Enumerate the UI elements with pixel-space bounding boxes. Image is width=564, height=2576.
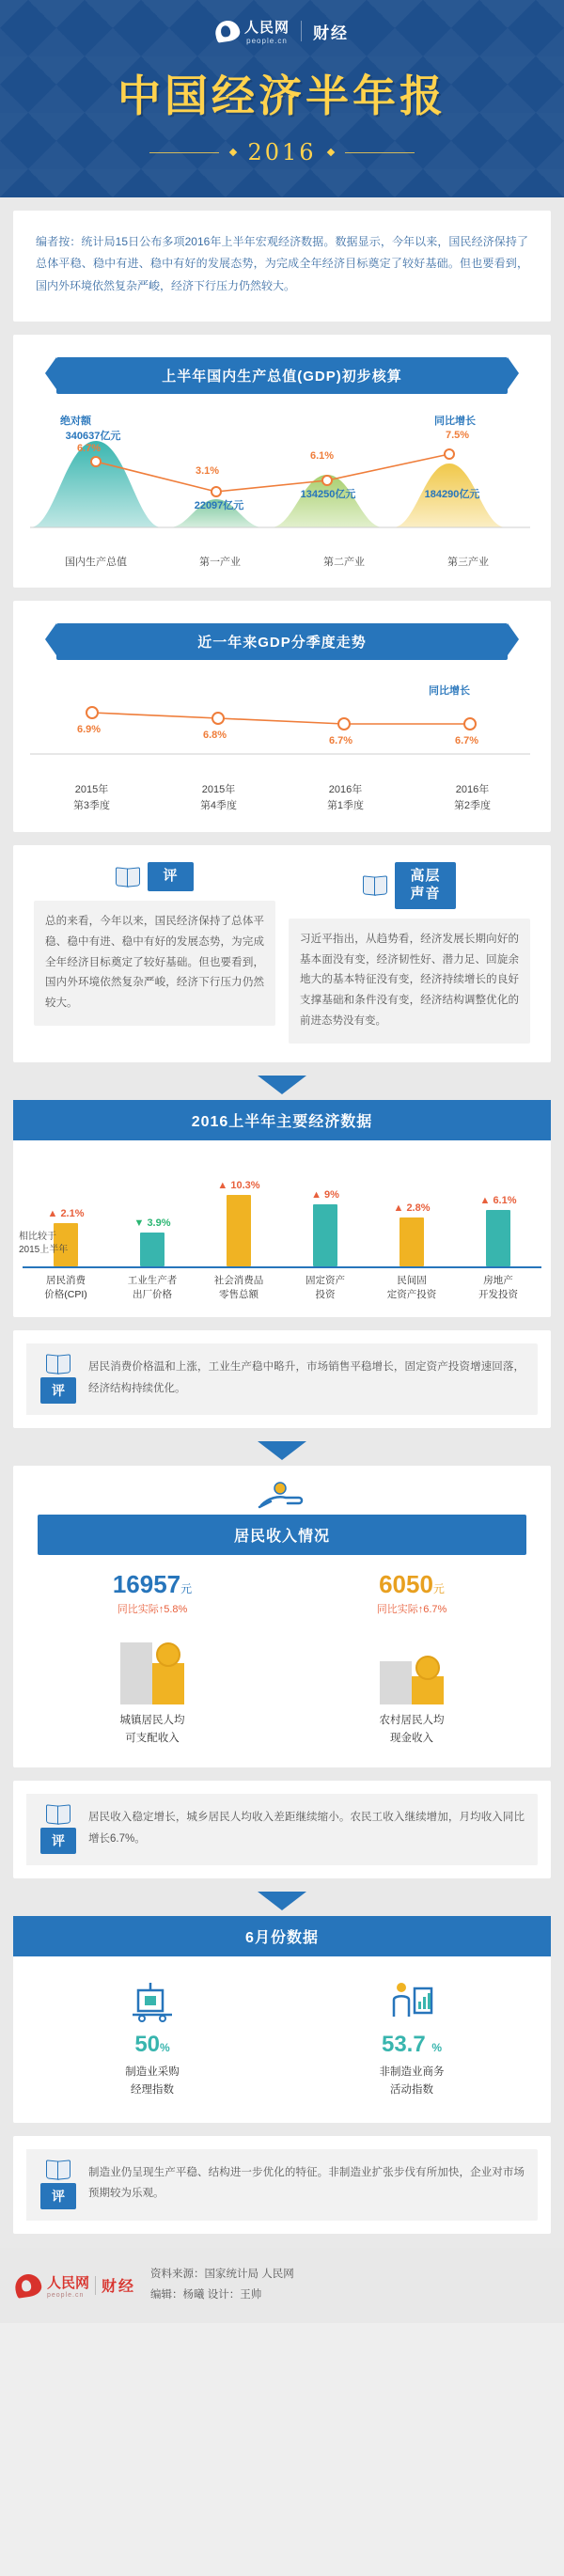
bar-label-0-line1: 居民消费 bbox=[46, 1274, 86, 1286]
intro-text: 编者按：统计局15日公布多项2016年上半年宏观经济数据。数据显示，今年以来，国民经济保持了总体平稳、稳中有进、稳中有好的发展态势，为完成全年经济目标奠定了较好基础。但也要看到，国内外环境依然复杂严峻，经济下行压力仍然较大。 bbox=[36, 235, 528, 292]
bar-label-3-line1: 固定资产 bbox=[306, 1274, 345, 1286]
main-data-card bbox=[13, 1100, 551, 1317]
bar-label-0 bbox=[23, 1268, 109, 1302]
comments-card bbox=[13, 845, 551, 1062]
gdp-pct-total: 6.7% bbox=[77, 443, 102, 455]
main-data-comment-left bbox=[26, 1343, 85, 1415]
gdp-banner: 上半年国内生产总值(GDP)初步核算 bbox=[56, 357, 508, 394]
bar-label-2 bbox=[196, 1268, 282, 1302]
main-data-title: 2016上半年主要经济数据 bbox=[13, 1100, 551, 1140]
person-chart-icon bbox=[282, 1973, 541, 2022]
june-comment-pill: 评 bbox=[40, 2183, 76, 2209]
coin-icon-rural bbox=[415, 1656, 440, 1680]
income-urban-number: 16957 bbox=[112, 1570, 181, 1599]
june-number-0: 50 bbox=[134, 2032, 161, 2058]
people-cn-mark-icon-footer bbox=[13, 2272, 42, 2299]
income-urban-sub: 同比实际↑5.8% bbox=[117, 1604, 188, 1616]
comment-pill-right-line2: 声音 bbox=[410, 885, 441, 902]
diamond-icon-right bbox=[326, 149, 334, 156]
book-icon-right bbox=[363, 876, 387, 895]
bar-col-4 bbox=[368, 1154, 455, 1266]
june-item-0 bbox=[23, 1973, 282, 2098]
quarter-pct-0: 6.9% bbox=[77, 724, 102, 736]
bar-label-4-line1: 民间固 bbox=[397, 1274, 427, 1286]
year-label: 2016 bbox=[247, 139, 317, 165]
comment-text-right: 习近平指出，从趋势看，经济发展长期向好的基本面没有变，经济韧性好、潜力足、回旋余地大的基本特征没有变，经济持续增长的良好支撑基础和条件没有变，经济结构调整优化的前进态势没有变。 bbox=[289, 919, 530, 1044]
quarter-pct-2: 6.7% bbox=[329, 735, 353, 747]
income-urban-bar-gray bbox=[120, 1642, 152, 1704]
main-data-comment-text: 居民消费价格温和上涨，工业生产稳中略升，市场销售平稳增长，固定资产投资增速回落，经济结构持续优化。 bbox=[88, 1361, 525, 1394]
income-rural-bar-yellow bbox=[412, 1676, 444, 1704]
gdp-value-tertiary: 184290亿元 bbox=[424, 489, 480, 501]
book-icon-left bbox=[116, 868, 140, 887]
income-rural bbox=[282, 1570, 541, 1747]
brand-name-en: people.cn bbox=[246, 37, 288, 45]
june-card bbox=[13, 1916, 551, 2123]
bar-pct-value-3: 9% bbox=[324, 1188, 339, 1201]
quarter-axis-label-1-line2: 第4季度 bbox=[199, 799, 238, 811]
quarter-chart bbox=[28, 675, 536, 778]
june-unit-1: % bbox=[431, 2041, 443, 2055]
quarter-axis-label-0-line2: 第3季度 bbox=[72, 799, 111, 811]
hand-money-svg bbox=[258, 1481, 306, 1513]
book-icon-main-data bbox=[46, 1355, 70, 1374]
hand-money-icon bbox=[258, 1481, 306, 1513]
diamond-icon-left bbox=[229, 149, 237, 156]
quarter-axis-label-3-line1: 2016年 bbox=[455, 784, 490, 796]
main-data-comment bbox=[26, 1343, 538, 1415]
comment-pill-left: 评 bbox=[148, 862, 193, 891]
brand-divider bbox=[301, 21, 302, 41]
bar-label-2-line2: 零售总额 bbox=[219, 1289, 258, 1301]
income-rural-bar-gray bbox=[380, 1661, 412, 1704]
income-urban-caption-line1: 城镇居民人均 bbox=[119, 1715, 185, 1727]
page-title: 中国经济半年报 bbox=[118, 71, 446, 121]
comment-pill-right-line1: 高层 bbox=[410, 868, 441, 885]
page-header bbox=[0, 0, 564, 197]
gdp-axis-label-1: 第一产业 bbox=[199, 557, 241, 569]
quarter-pct-1: 6.8% bbox=[203, 730, 227, 742]
bar-pct-4: ▲ 2.8% bbox=[393, 1202, 431, 1214]
section-band-top bbox=[0, 197, 564, 2248]
income-card bbox=[13, 1466, 551, 1767]
main-data-bars bbox=[17, 1154, 547, 1266]
bar-pct-5: ▲ 6.1% bbox=[479, 1194, 517, 1206]
june-number-1: 53.7 bbox=[381, 2032, 426, 2058]
bar-pct-value-5: 6.1% bbox=[493, 1194, 517, 1206]
footer-brand-cn: 人民网 bbox=[47, 2274, 90, 2291]
bar-pct-value-4: 2.8% bbox=[406, 1202, 431, 1214]
page-footer bbox=[0, 2248, 564, 2323]
income-urban-caption-line2: 可支配收入 bbox=[125, 1732, 180, 1744]
june-caption-0-line1: 制造业采购 bbox=[125, 2066, 180, 2079]
june-value-0 bbox=[23, 2032, 282, 2058]
comment-pill-right bbox=[395, 862, 455, 909]
income-title: 居民收入情况 bbox=[38, 1515, 526, 1555]
quarter-axis-label-2-line2: 第1季度 bbox=[326, 799, 365, 811]
footer-brand-en: people.cn bbox=[47, 2291, 85, 2299]
income-urban bbox=[23, 1570, 282, 1747]
june-comment bbox=[26, 2149, 538, 2221]
income-urban-bar-yellow bbox=[152, 1663, 184, 1704]
income-urban-caption bbox=[23, 1712, 282, 1747]
footer-divider bbox=[95, 2276, 96, 2295]
comment-col-left bbox=[34, 862, 275, 1044]
header-brand bbox=[0, 17, 564, 45]
baseline-note bbox=[19, 1231, 70, 1257]
footer-logo bbox=[15, 2272, 135, 2299]
bar-label-5-line2: 开发投资 bbox=[478, 1289, 518, 1301]
bar-label-3 bbox=[282, 1268, 368, 1302]
bar-4 bbox=[400, 1217, 424, 1266]
coin-icon-urban bbox=[156, 1642, 180, 1667]
gdp-value-secondary: 134250亿元 bbox=[300, 489, 356, 501]
comment-text-left: 总的来看，今年以来，国民经济保持了总体平稳、稳中有进、稳中有好的发展态势，为完成全年经济目标奠定了较好基础。但也要看到，国内外环境依然复杂严峻，经济下行压力仍然较大。 bbox=[34, 901, 275, 1026]
gdp-axis-label-2: 第二产业 bbox=[323, 557, 365, 569]
bar-pct-0: ▲ 2.1% bbox=[47, 1207, 85, 1219]
june-caption-1-line1: 非制造业商务 bbox=[379, 2066, 445, 2079]
gdp-pct-tertiary: 7.5% bbox=[446, 430, 470, 442]
income-urban-unit: 元 bbox=[180, 1582, 193, 1596]
june-item-1 bbox=[282, 1973, 541, 2098]
income-comment-text: 居民收入稳定增长，城乡居民人均收入差距继续缩小。农民工收入继续增加，月均收入同比增长6.7%。 bbox=[88, 1812, 525, 1845]
gdp-axis-label-0: 国内生产总值 bbox=[65, 557, 127, 569]
income-comment-pill: 评 bbox=[40, 1828, 76, 1854]
income-urban-value bbox=[23, 1570, 282, 1599]
person-chart-svg bbox=[388, 1979, 435, 2022]
income-rural-value bbox=[282, 1570, 541, 1599]
chevron-divider-3 bbox=[0, 1892, 564, 1916]
bar-label-1 bbox=[109, 1268, 196, 1302]
bar-label-1-line1: 工业生产者 bbox=[127, 1274, 178, 1286]
quarter-card bbox=[13, 601, 551, 832]
june-unit-0: % bbox=[160, 2041, 170, 2055]
bar-1 bbox=[140, 1233, 164, 1266]
bar-5 bbox=[486, 1210, 510, 1266]
year-row bbox=[0, 139, 564, 165]
quarter-banner: 近一年来GDP分季度走势 bbox=[56, 623, 508, 660]
quarter-axis-label-3-line2: 第2季度 bbox=[453, 799, 492, 811]
bar-col-5 bbox=[455, 1154, 541, 1266]
bar-col-3 bbox=[282, 1154, 368, 1266]
quarter-axis-label-2 bbox=[282, 782, 409, 813]
gdp-axis-label-3: 第三产业 bbox=[447, 557, 489, 569]
bar-label-0-line2: 价格(CPI) bbox=[44, 1289, 87, 1301]
june-comment-text: 制造业仍呈现生产平稳、结构进一步优化的特征。非制造业扩张步伐有所加快，企业对市场预期较为乐观。 bbox=[88, 2166, 525, 2200]
bar-pct-value-1: 3.9% bbox=[147, 1217, 171, 1229]
income-rural-sub: 同比实际↑6.7% bbox=[376, 1604, 447, 1616]
gdp-pct-primary: 3.1% bbox=[196, 465, 220, 478]
bar-label-5 bbox=[455, 1268, 541, 1302]
quarter-axis-label-1-line1: 2015年 bbox=[201, 784, 236, 796]
income-rural-number: 6050 bbox=[379, 1570, 433, 1599]
book-icon-june bbox=[46, 2160, 70, 2179]
book-icon-income bbox=[46, 1805, 70, 1824]
income-rural-graphic bbox=[282, 1624, 541, 1704]
factory-icon bbox=[23, 1973, 282, 2022]
comment-head-right bbox=[289, 862, 530, 909]
gdp-pct-secondary: 6.1% bbox=[310, 450, 335, 463]
comment-head-left bbox=[34, 862, 275, 891]
quarter-legend-yoy: 同比增长 bbox=[429, 685, 470, 698]
people-cn-logo bbox=[215, 17, 290, 45]
income-rural-unit: 元 bbox=[432, 1582, 445, 1596]
bar-3 bbox=[313, 1204, 337, 1266]
gdp-legend-yoy: 同比增长 bbox=[434, 416, 476, 428]
bar-pct-value-0: 2.1% bbox=[60, 1207, 85, 1219]
income-comment-left bbox=[26, 1794, 85, 1865]
quarter-axis-label-2-line1: 2016年 bbox=[328, 784, 363, 796]
footer-channel: 财经 bbox=[102, 2279, 136, 2296]
year-line-right bbox=[345, 152, 415, 153]
june-body bbox=[13, 1956, 551, 2108]
income-rural-caption bbox=[282, 1712, 541, 1747]
comment-col-right bbox=[289, 862, 530, 1044]
income-body bbox=[13, 1555, 551, 1754]
june-caption-1 bbox=[282, 2064, 541, 2098]
quarter-axis-label-0 bbox=[28, 782, 155, 813]
june-caption-0 bbox=[23, 2064, 282, 2098]
chevron-divider-2 bbox=[0, 1441, 564, 1466]
june-comment-card bbox=[13, 2136, 551, 2234]
year-line-left bbox=[149, 152, 219, 153]
baseline-note-line2: 2015上半年 bbox=[19, 1244, 69, 1255]
june-caption-0-line2: 经理指数 bbox=[131, 2083, 174, 2096]
bar-pct-value-2: 10.3% bbox=[230, 1179, 260, 1191]
gdp-legend-absolute: 绝对额 bbox=[60, 416, 91, 428]
factory-svg bbox=[129, 1979, 176, 2022]
quarter-axis-labels bbox=[28, 782, 536, 813]
bar-label-4 bbox=[368, 1268, 455, 1302]
gdp-card bbox=[13, 335, 551, 588]
people-cn-mark-icon bbox=[214, 19, 242, 42]
june-title: 6月份数据 bbox=[13, 1916, 551, 1956]
income-urban-graphic bbox=[23, 1624, 282, 1704]
income-comment-card bbox=[13, 1781, 551, 1878]
bar-label-4-line2: 定资产投资 bbox=[386, 1289, 437, 1301]
bar-pct-3: ▲ 9% bbox=[311, 1188, 339, 1201]
bar-label-5-line1: 房地产 bbox=[483, 1274, 513, 1286]
brand-name-cn: 人民网 bbox=[243, 20, 290, 36]
bar-label-3-line2: 投资 bbox=[315, 1289, 336, 1301]
quarter-axis-label-3 bbox=[409, 782, 536, 813]
intro-card bbox=[13, 211, 551, 322]
main-data-chart bbox=[13, 1140, 551, 1302]
income-rural-caption-line1: 农村居民人均 bbox=[379, 1715, 445, 1727]
gdp-chart bbox=[28, 409, 536, 550]
gdp-value-total: 340637亿元 bbox=[65, 431, 121, 443]
quarter-pct-3: 6.7% bbox=[455, 735, 479, 747]
bar-pct-1: ▼ 3.9% bbox=[133, 1217, 171, 1229]
baseline-note-line1: 相比较于 bbox=[19, 1231, 56, 1242]
bar-col-1 bbox=[109, 1154, 196, 1266]
income-rural-caption-line2: 现金收入 bbox=[390, 1732, 433, 1744]
main-data-labels bbox=[17, 1268, 547, 1302]
quarter-axis-label-0-line1: 2015年 bbox=[74, 784, 109, 796]
june-comment-left bbox=[26, 2149, 85, 2221]
gdp-axis-labels bbox=[28, 550, 536, 569]
footer-meta bbox=[150, 2265, 294, 2306]
footer-source: 资料来源：国家统计局 人民网 bbox=[150, 2268, 294, 2280]
quarter-axis-label-1 bbox=[155, 782, 282, 813]
bar-label-1-line2: 出厂价格 bbox=[133, 1289, 172, 1301]
bar-label-2-line1: 社会消费品 bbox=[213, 1274, 264, 1286]
bar-2 bbox=[227, 1195, 251, 1266]
main-data-comment-card bbox=[13, 1330, 551, 1428]
brand-channel: 财经 bbox=[313, 24, 349, 42]
footer-editor: 编辑：杨曦 设计：王帅 bbox=[150, 2288, 262, 2301]
bar-pct-2: ▲ 10.3% bbox=[217, 1179, 260, 1191]
chevron-divider-1 bbox=[0, 1076, 564, 1100]
bar-col-2 bbox=[196, 1154, 282, 1266]
comment-row bbox=[28, 862, 536, 1044]
main-data-comment-pill: 评 bbox=[40, 1377, 76, 1404]
june-value-1 bbox=[282, 2032, 541, 2058]
june-caption-1-line2: 活动指数 bbox=[390, 2083, 433, 2096]
income-comment bbox=[26, 1794, 538, 1865]
gdp-value-primary: 22097亿元 bbox=[194, 500, 244, 512]
